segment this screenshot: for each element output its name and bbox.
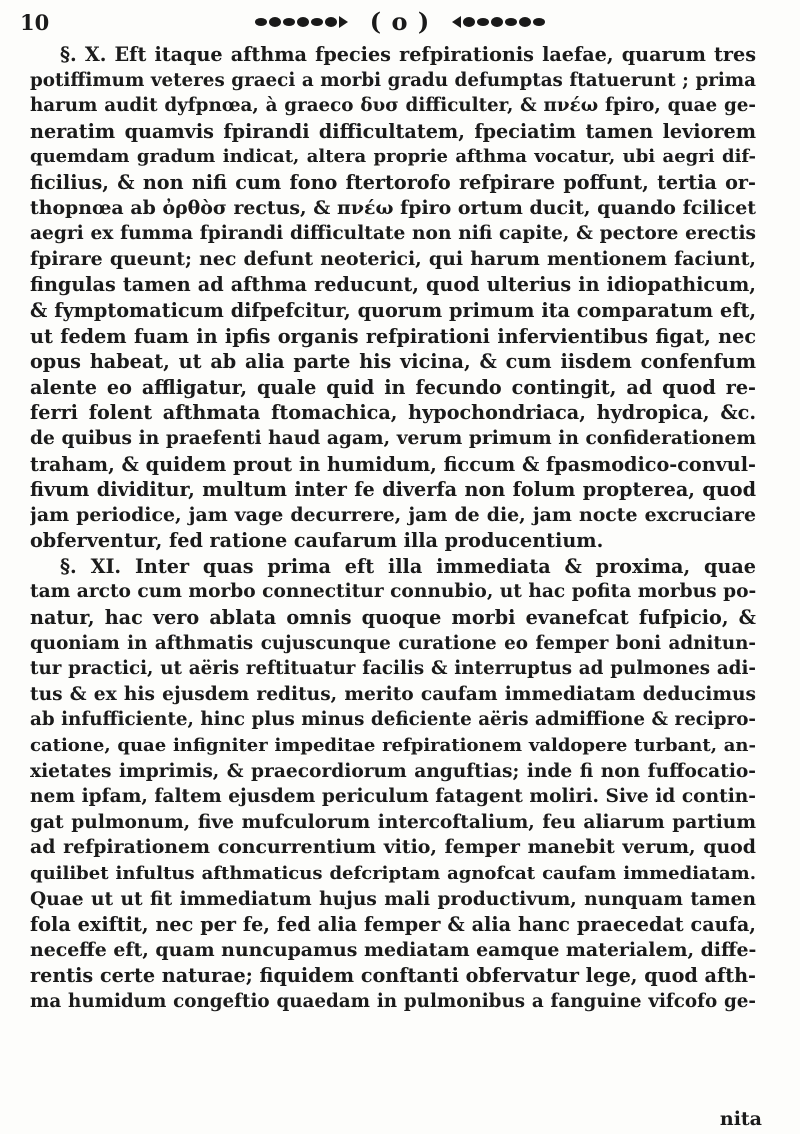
text-line: obferventur, fed ratione caufarum illa producentium. — [30, 529, 604, 553]
text-line: tam arcto cum morbo connectitur connubio, ut hac pofita morbus po- — [30, 581, 756, 603]
header-ornament-row — [110, 6, 690, 36]
text-line: aegri ex fumma fpirandi difficultate non nifi capite, & pectore erectis — [30, 223, 756, 245]
text-line: thopnœa ab ὀρθὸσ rectus, & πνέω fpiro ortum ducit, quando fcilicet — [30, 196, 756, 219]
text-line: ab infufficiente, hinc plus minus deficiente aëris admiffione & recipro- — [30, 709, 756, 731]
text-line: xietates imprimis, & praecordiorum anguftias; inde fi non fuffocatio- — [30, 760, 756, 782]
text-line: neratim quamvis fpirandi difficultatem, fpeciatim tamen leviorem — [30, 119, 756, 143]
text-line: fola exiftit, nec per fe, fed alia femper & alia hanc praecedat caufa, — [30, 913, 756, 937]
text-line: catione, quae infigniter impeditae refpirationem valdopere turbant, an- — [30, 735, 756, 757]
page-signature: ( o ) — [369, 7, 431, 36]
text-line: neceffe eft, quam nuncupamus mediatam eamque materialem, diffe- — [30, 938, 756, 961]
text-line: ma humidum congeftio quaedam in pulmonibus a fanguine vifcofo ge- — [30, 990, 756, 1012]
text-line: §. X. Eft itaque afthma fpecies refpirationis laefae, quarum tres — [60, 43, 756, 66]
text-line: fivum dividitur, multum inter fe diverfa non folum propterea, quod — [30, 478, 756, 502]
text-line: harum audit dyfpnœa, à graeco δυσ difficulter, & πνέω fpiro, quae ge- — [30, 95, 756, 117]
text-line: nem ipfam, faltem ejusdem periculum fatagent moliri. Sive id contin- — [30, 786, 756, 808]
text-line: rentis certe naturae; fiquidem conftanti obfervatur lege, quod afth- — [30, 964, 756, 988]
text-line: ad refpirationem concurrentium vitio, femper manebit verum, quod — [30, 836, 756, 859]
catchword: nita — [719, 1108, 762, 1130]
text-line: Quae ut ut fit immediatum hujus mali productivum, nunquam tamen — [30, 888, 756, 910]
text-line: de quibus in praefenti haud agam, verum primum in confiderationem — [30, 427, 756, 449]
text-line: ficilius, & non nifi cum fono ftertorofo refpirare poffunt, tertia or- — [30, 170, 756, 194]
text-line: potiffimum veteres graeci a morbi gradu defumptas ftatuerunt ; prima — [30, 69, 756, 91]
text-line: natur, hac vero ablata omnis quoque morbi evanefcat fufpicio, & — [30, 606, 756, 630]
text-line: gat pulmonum, five mufculorum intercoftalium, feu aliarum partium — [30, 811, 756, 833]
page-header — [20, 6, 780, 40]
text-line: jam periodice, jam vage decurrere, jam de die, jam nocte excruciare — [30, 503, 756, 526]
text-line: ut fedem fuam in ipfis organis refpirationi infervientibus figat, nec — [30, 324, 756, 348]
text-line: opus habeat, ut ab alia parte his vicina, & cum iisdem confenfum — [30, 350, 756, 374]
text-line: traham, & quidem prout in humidum, ficcum & fpasmodico-convul- — [30, 452, 756, 476]
text-line: fpirare queunt; nec defunt neoterici, qui harum mentionem faciunt, — [30, 247, 756, 270]
text-line: tus & ex his ejusdem reditus, merito caufam immediatam deducimus — [30, 683, 756, 705]
text-line: quemdam gradum indicat, altera proprie afthma vocatur, ubi aegri dif- — [30, 146, 756, 168]
text-line: alente eo affligatur, quale quid in fecundo contingit, ad quod re- — [30, 375, 756, 399]
text-line: fingulas tamen ad afthma reducunt, quod ulterius in idiopathicum, — [30, 273, 756, 297]
text-line: tur practici, ut aëris reftituatur facilis & interruptus ad pulmones adi- — [30, 658, 756, 680]
text-line: §. XI. Inter quas prima eft illa immediata & proxima, quae — [60, 554, 756, 578]
text-line: quoniam in afthmatis cujuscunque curatione eo femper boni adnitun- — [30, 632, 756, 654]
left-fleuron-icon — [253, 11, 349, 33]
body-text — [30, 42, 756, 1015]
text-line: ferri folent afthmata ftomachica, hypochondriaca, hydropica, &c. — [30, 401, 756, 425]
text-line: & fymptomaticum difpefcitur, quorum primum ita comparatum eft, — [30, 298, 756, 322]
text-line: quilibet infultus afthmaticus defcriptam agnofcat caufam immediatam. — [30, 863, 756, 884]
page-number: 10 — [20, 10, 50, 35]
right-fleuron-icon — [451, 11, 547, 33]
